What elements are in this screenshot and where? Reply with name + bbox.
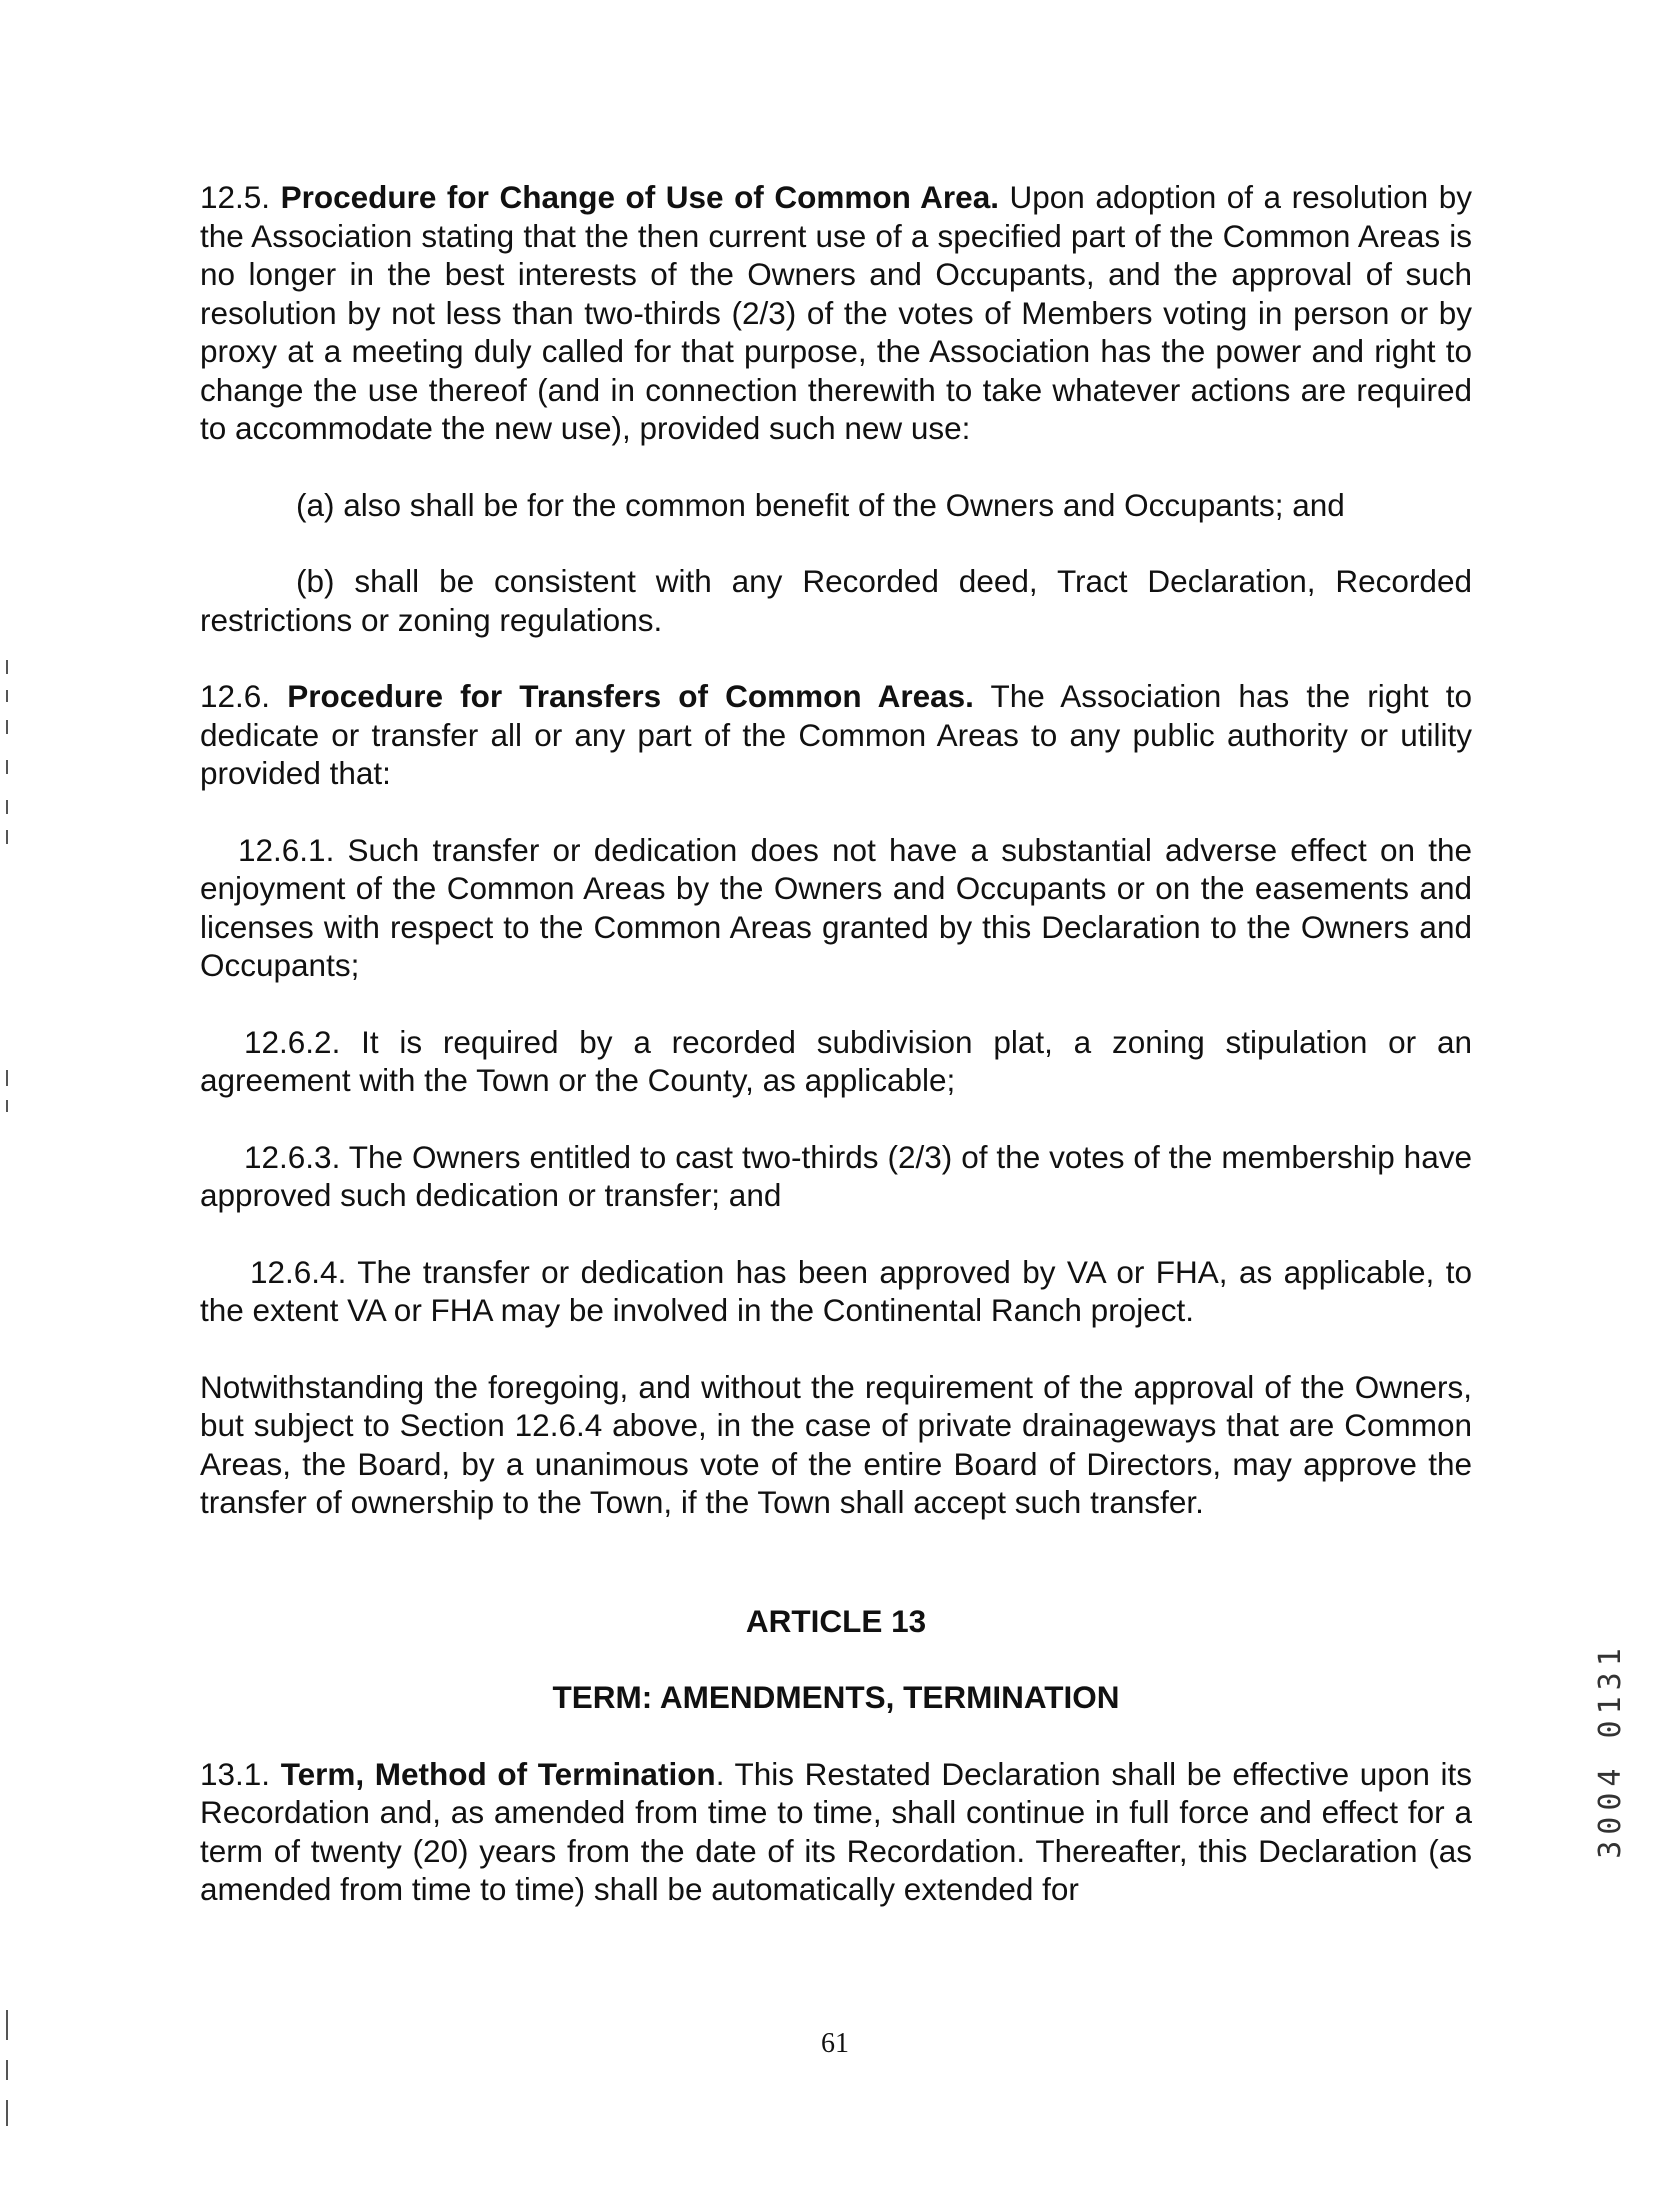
section-body: The Association has the right to dedicate or transfer all or any part of the Common Areas to any public authority or utility provided that: — [200, 678, 1472, 791]
section-number: 13.1. — [200, 1755, 271, 1792]
section-12-5-item-b: (b) shall be consistent with any Recorded deed, Tract Declaration, Recorded restrictions or zoning regulations. — [200, 563, 1472, 638]
article-subtitle: TERM: AMENDMENTS, TERMINATION — [552, 1679, 1120, 1715]
section-heading: Term, Method of Termination — [280, 1755, 716, 1792]
margin-mark — [6, 2100, 8, 2126]
section-heading: Procedure for Change of Use of Common Area. — [280, 179, 999, 215]
section-heading: Procedure for Transfers of Common Areas. — [287, 678, 974, 714]
section-12-5-item-a: (a) also shall be for the common benefit of the Owners and Occupants; and — [296, 486, 1345, 523]
margin-mark — [6, 2060, 8, 2080]
section-body: Upon adoption of a resolution by the Association stating that the then current use of a specified part of the Common Areas is no longer in the best interests of the Owners and Occupants, and the approval of such resolution by not less than two-thirds (2/3) of the votes of Members voting in person or by proxy at a meeting duly called for that purpose, the Association has the power and right to change the use thereof (and in connection therewith to take whatever actions are required to accommodate the new use), provided such new use: — [200, 179, 1472, 446]
page-number: 61 — [821, 2028, 849, 2059]
margin-mark — [6, 720, 8, 734]
section-12-6-paragraph — [200, 677, 1472, 793]
recording-stamp-number: 3004 0131 — [1592, 1641, 1628, 1859]
section-12-6-4: 12.6.4. The transfer or dedication has been approved by VA or FHA, as applicable, to the extent VA or FHA may be involved in the Continental Ranch project. — [200, 1253, 1472, 1328]
section-number: 12.6. — [200, 678, 271, 714]
margin-mark — [6, 760, 8, 774]
margin-mark — [6, 830, 8, 844]
section-number: 12.5. — [200, 179, 271, 215]
recording-stamp — [1590, 1570, 1630, 1930]
margin-mark — [6, 660, 8, 674]
section-body: . This Restated Declaration shall be effective upon its Recordation and, as amended from time to time, shall continue in full force and effect for a term of twenty (20) years from the date of its Recordation. Thereafter, this Declaration (as amended from time to time) shall be automatically extended for — [200, 1755, 1472, 1907]
section-13-1-paragraph — [200, 1755, 1472, 1909]
section-12-5-paragraph — [200, 178, 1472, 448]
document-page — [200, 178, 1472, 1909]
section-12-6-2: 12.6.2. It is required by a recorded subdivision plat, a zoning stipulation or an agreement with the Town or the County, as applicable; — [200, 1023, 1472, 1098]
margin-mark — [6, 1100, 8, 1112]
section-12-6-3: 12.6.3. The Owners entitled to cast two-thirds (2/3) of the votes of the membership have approved such dedication or transfer; and — [200, 1138, 1472, 1213]
margin-mark — [6, 690, 8, 702]
section-12-6-1: 12.6.1. Such transfer or dedication does not have a substantial adverse effect on the enjoyment of the Common Areas by the Owners and Occupants or on the easements and licenses with respect to the Common Areas granted by this Declaration to the Owners and Occupants; — [200, 831, 1472, 983]
article-title: ARTICLE 13 — [745, 1602, 927, 1639]
margin-mark — [6, 800, 8, 814]
margin-mark — [6, 1070, 8, 1086]
notwithstanding-paragraph: Notwithstanding the foregoing, and without the requirement of the approval of the Owners, but subject to Section 12.6.4 above, in the case of private drainageways that are Common Areas, the Board, by a unanimous vote of the entire Board of Directors, may approve the transfer of ownership to the Town, if the Town shall accept such transfer. — [200, 1368, 1472, 1520]
